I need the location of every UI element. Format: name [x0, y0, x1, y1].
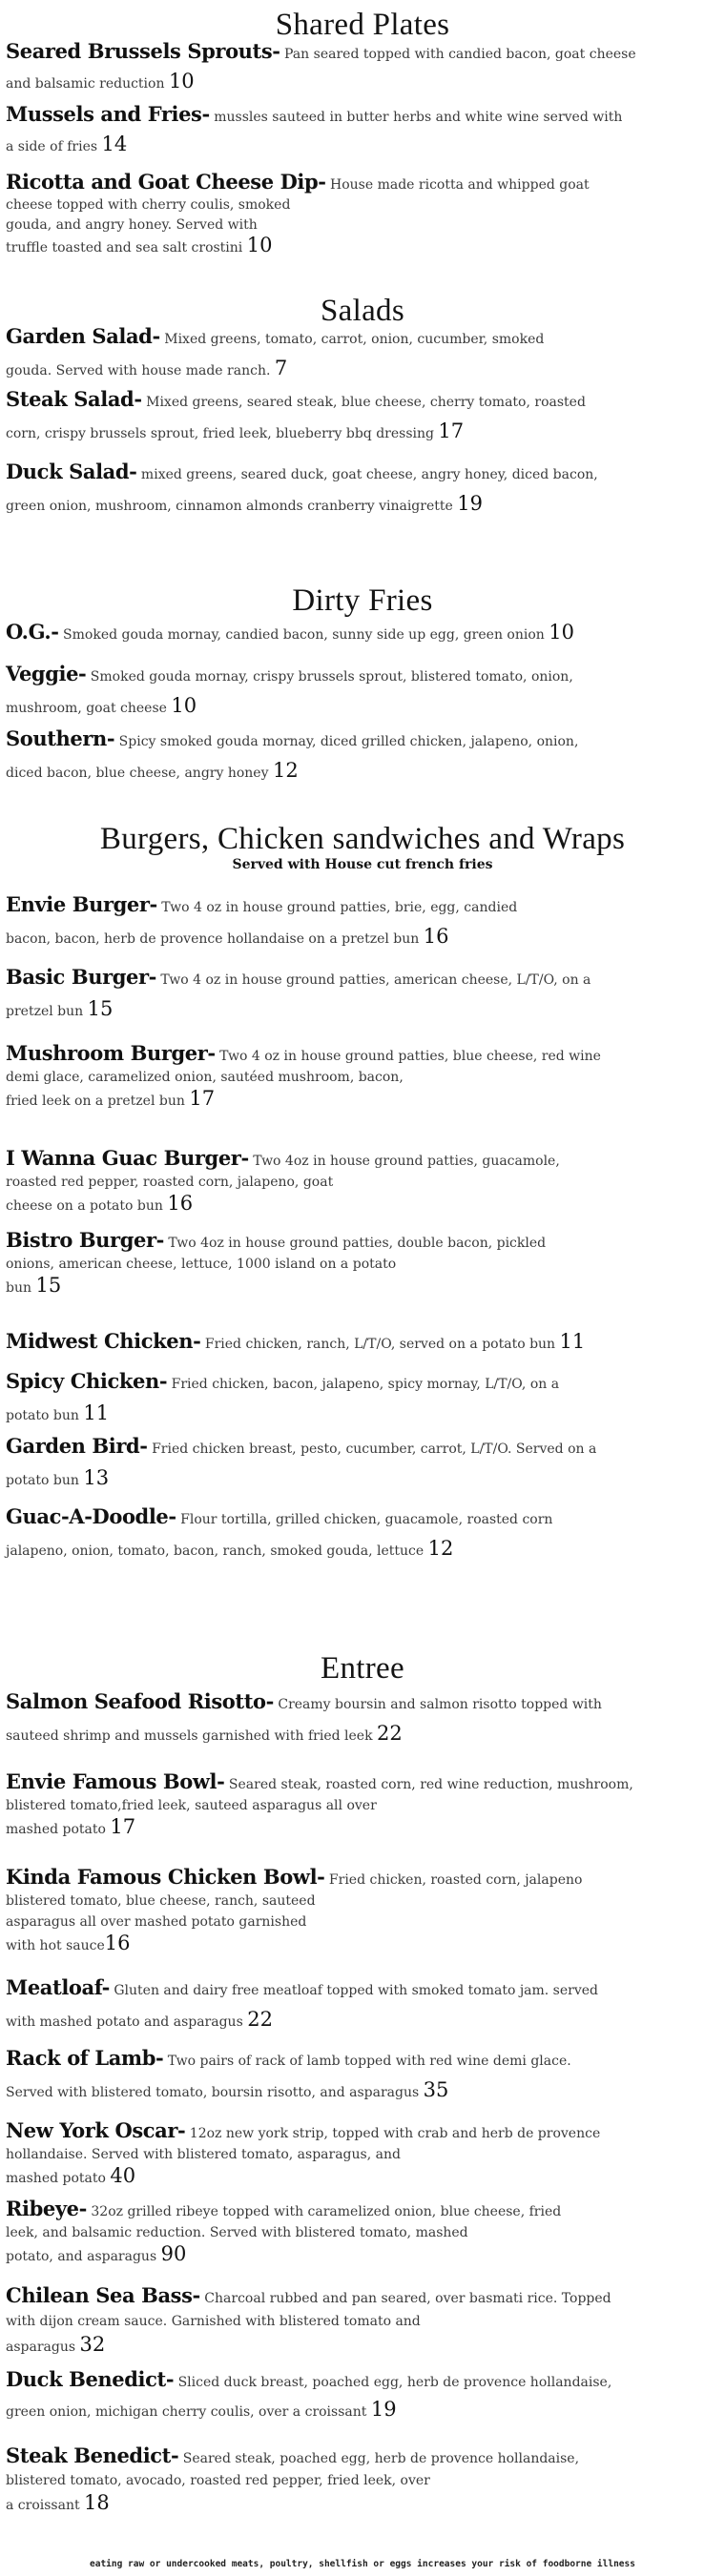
- item-name: Duck Salad-: [6, 460, 137, 483]
- item-description: Creamy boursin and salmon risotto topped with sauteed shrimp and mussels garnished with fried leek: [6, 1697, 602, 1744]
- menu-item: [6, 2444, 719, 2517]
- item-name: Guac-A-Doodle-: [6, 1504, 176, 1528]
- item-price: 17: [110, 1815, 136, 1838]
- item-price: 22: [377, 1722, 403, 1745]
- item-price: 22: [247, 2008, 273, 2031]
- item-price: 19: [370, 2398, 397, 2421]
- item-price: 14: [101, 133, 128, 155]
- menu-item: [6, 1687, 719, 1750]
- item-name: Mussels and Fries-: [6, 102, 210, 126]
- menu-item: [6, 172, 719, 258]
- section-title-dirty-fries: Dirty Fries: [292, 583, 433, 618]
- item-name: Rack of Lamb-: [6, 2046, 164, 2070]
- item-price: 15: [87, 997, 114, 1020]
- menu-item: [6, 1771, 719, 1840]
- item-price: 7: [274, 357, 288, 379]
- item-price: 90: [160, 2242, 187, 2265]
- item-name: Midwest Chicken-: [6, 1329, 201, 1353]
- menu-item: [6, 1230, 719, 1298]
- item-name: Envie Famous Bowl-: [6, 1769, 225, 1793]
- item-description: Flour tortilla, grilled chicken, guacamole, roasted corn jalapeno, onion, tomato, bacon, ranch, smoked gouda, lettuce: [6, 1512, 553, 1559]
- item-price: 15: [35, 1274, 62, 1297]
- item-price: 10: [549, 621, 574, 644]
- item-price: 10: [168, 70, 195, 92]
- menu-item: [6, 101, 719, 160]
- menu-item: [6, 890, 719, 953]
- item-name: Southern-: [6, 726, 115, 750]
- item-description: Two pairs of rack of lamb topped with red wine demi glace. Served with blistered tomato, boursin risotto, and asparagus: [6, 2054, 571, 2100]
- menu-item: [6, 1043, 719, 1112]
- item-description: Fried chicken, roasted corn, jalapeno blistered tomato, blue cheese, ranch, sauteed asparagus all over mashed potato garnished with hot sauce: [6, 1872, 583, 1953]
- item-name: Kinda Famous Chicken Bowl-: [6, 1865, 325, 1889]
- item-description: Mixed greens, seared steak, blue cheese, cherry tomato, roasted corn, crispy brussels sprout, fried leek, blueberry bbq dressing: [6, 395, 586, 441]
- item-description: Pan seared topped with candied bacon, goat cheese and balsamic reduction: [6, 47, 636, 92]
- section-subtitle-burgers: Served with House cut french fries: [232, 857, 493, 872]
- item-name: Garden Bird-: [6, 1434, 148, 1458]
- item-description: Two 4oz in house ground patties, guacamole, roasted red pepper, roasted corn, jalapeno, goat cheese on a potato bun: [6, 1154, 560, 1214]
- item-name: Duck Benedict-: [6, 2367, 175, 2391]
- item-price: 17: [438, 419, 465, 442]
- item-description: mixed greens, seared duck, goat cheese, angry honey, diced bacon, green onion, mushroom, cinnamon almonds cranberry vinaigrette: [6, 467, 598, 514]
- item-name: Garden Salad-: [6, 324, 160, 348]
- item-description: Spicy smoked gouda mornay, diced grilled chicken, jalapeno, onion, diced bacon, blue cheese, angry honey: [6, 734, 579, 781]
- item-price: 40: [110, 2164, 136, 2187]
- menu-item: [6, 1432, 719, 1495]
- menu-item: [6, 2120, 719, 2189]
- item-price: 16: [104, 1932, 131, 1954]
- item-description: Two 4 oz in house ground patties, american cheese, L/T/O, on a pretzel bun: [6, 972, 591, 1019]
- item-price: 13: [83, 1466, 110, 1489]
- menu-item: [6, 458, 719, 521]
- item-name: O.G.-: [6, 620, 59, 644]
- menu-item: [6, 2198, 719, 2267]
- item-name: Ribeye-: [6, 2197, 87, 2220]
- item-price: 35: [423, 2078, 449, 2101]
- item-name: I Wanna Guac Burger-: [6, 1146, 249, 1170]
- item-description: Smoked gouda mornay, candied bacon, sunny side up egg, green onion: [58, 627, 549, 643]
- menu-item: [6, 1973, 719, 2036]
- item-description: Mixed greens, tomato, carrot, onion, cucumber, smoked gouda. Served with house made ranch.: [6, 332, 545, 378]
- foodborne-illness-disclaimer: eating raw or undercooked meats, poultry, shellfish or eggs increases your risk of foodborne illness: [90, 2559, 635, 2569]
- item-name: Salmon Seafood Risotto-: [6, 1689, 274, 1713]
- menu-item: [6, 725, 719, 787]
- item-name: Mushroom Burger-: [6, 1041, 216, 1065]
- section-title-salads: Salads: [321, 294, 404, 328]
- menu-item: [6, 1503, 719, 1565]
- menu-item: [6, 385, 719, 448]
- item-description: Fried chicken, bacon, jalapeno, spicy mornay, L/T/O, on a potato bun: [6, 1377, 560, 1423]
- item-description: Sliced duck breast, poached egg, herb de provence hollandaise, green onion, michigan cherry coulis, over a croissant: [6, 2375, 612, 2420]
- menu-item: [6, 2284, 719, 2359]
- item-name: Basic Burger-: [6, 965, 156, 989]
- item-name: Seared Brussels Sprouts-: [6, 39, 280, 63]
- item-name: Spicy Chicken-: [6, 1369, 168, 1393]
- item-description: Charcoal rubbed and pan seared, over basmati rice. Topped with dijon cream sauce. Garnished with blistered tomato and asparagus: [6, 2291, 611, 2355]
- menu-item: [6, 322, 719, 385]
- item-description: Smoked gouda mornay, crispy brussels sprout, blistered tomato, onion, mushroom, goat cheese: [6, 669, 573, 716]
- item-price: 19: [457, 492, 483, 515]
- menu-item: [6, 618, 719, 649]
- item-description: Two 4oz in house ground patties, double bacon, pickled onions, american cheese, lettuce, 1000 island on a potato bun: [6, 1236, 547, 1296]
- item-name: Bistro Burger-: [6, 1228, 164, 1252]
- item-price: 10: [246, 234, 273, 256]
- menu-item: [6, 1327, 719, 1359]
- item-description: Fried chicken, ranch, L/T/O, served on a potato bun: [200, 1337, 560, 1352]
- item-description: Gluten and dairy free meatloaf topped with smoked tomato jam. served with mashed potato and asparagus: [6, 1983, 598, 2030]
- item-name: Steak Salad-: [6, 387, 142, 411]
- item-name: Chilean Sea Bass-: [6, 2283, 200, 2307]
- menu-item: [6, 1367, 719, 1430]
- item-name: New York Oscar-: [6, 2118, 186, 2142]
- item-name: Meatloaf-: [6, 1975, 110, 1999]
- item-price: 10: [171, 694, 197, 717]
- menu-item: [6, 660, 719, 723]
- item-description: mussles sauteed in butter herbs and white wine served with a side of fries: [6, 110, 623, 154]
- item-price: 16: [423, 925, 449, 948]
- menu-item: [6, 1867, 719, 1956]
- menu-item: [6, 1148, 719, 1216]
- item-description: House made ricotta and whipped goat cheese topped with cherry coulis, smoked gouda, and angry honey. Served with truffle toasted and sea salt crostini: [6, 177, 590, 256]
- item-description: Two 4 oz in house ground patties, brie, egg, candied bacon, bacon, herb de provence hollandaise on a pretzel bun: [6, 900, 518, 947]
- menu-item: [6, 2044, 719, 2107]
- item-description: Seared steak, poached egg, herb de provence hollandaise, blistered tomato, avocado, roasted red pepper, fried leek, over a croissant: [6, 2451, 580, 2513]
- item-description: 32oz grilled ribeye topped with caramelized onion, blue cheese, fried leek, and balsamic reduction. Served with blistered tomato, mashed potato, and asparagus: [6, 2204, 562, 2264]
- section-title-shared-plates: Shared Plates: [275, 8, 450, 42]
- item-description: 12oz new york strip, topped with crab and herb de provence hollandaise. Served with blistered tomato, asparagus, and mashed potato: [6, 2126, 601, 2186]
- item-name: Steak Benedict-: [6, 2443, 179, 2467]
- item-name: Veggie-: [6, 662, 87, 685]
- item-name: Envie Burger-: [6, 892, 157, 916]
- menu-item: [6, 2366, 719, 2425]
- item-price: 17: [189, 1087, 216, 1110]
- item-description: Two 4 oz in house ground patties, blue cheese, red wine demi glace, caramelized onion, sautéed mushroom, bacon, fried leek on a pretzel bun: [6, 1049, 601, 1109]
- menu-item: [6, 963, 719, 1026]
- item-price: 11: [83, 1401, 110, 1424]
- item-description: Seared steak, roasted corn, red wine reduction, mushroom, blistered tomato,fried leek, sauteed asparagus all over mashed potato: [6, 1777, 633, 1837]
- item-price: 12: [427, 1537, 454, 1560]
- item-description: Fried chicken breast, pesto, cucumber, carrot, L/T/O. Served on a potato bun: [6, 1441, 597, 1488]
- item-price: 12: [272, 759, 299, 782]
- item-price: 18: [84, 2491, 110, 2514]
- item-price: 11: [559, 1330, 586, 1353]
- item-name: Ricotta and Goat Cheese Dip-: [6, 170, 326, 194]
- item-price: 32: [79, 2333, 106, 2356]
- item-price: 16: [167, 1192, 194, 1215]
- section-title-entree: Entree: [321, 1651, 404, 1686]
- section-title-burgers: Burgers, Chicken sandwiches and Wraps: [99, 822, 626, 856]
- menu-item: [6, 38, 719, 97]
